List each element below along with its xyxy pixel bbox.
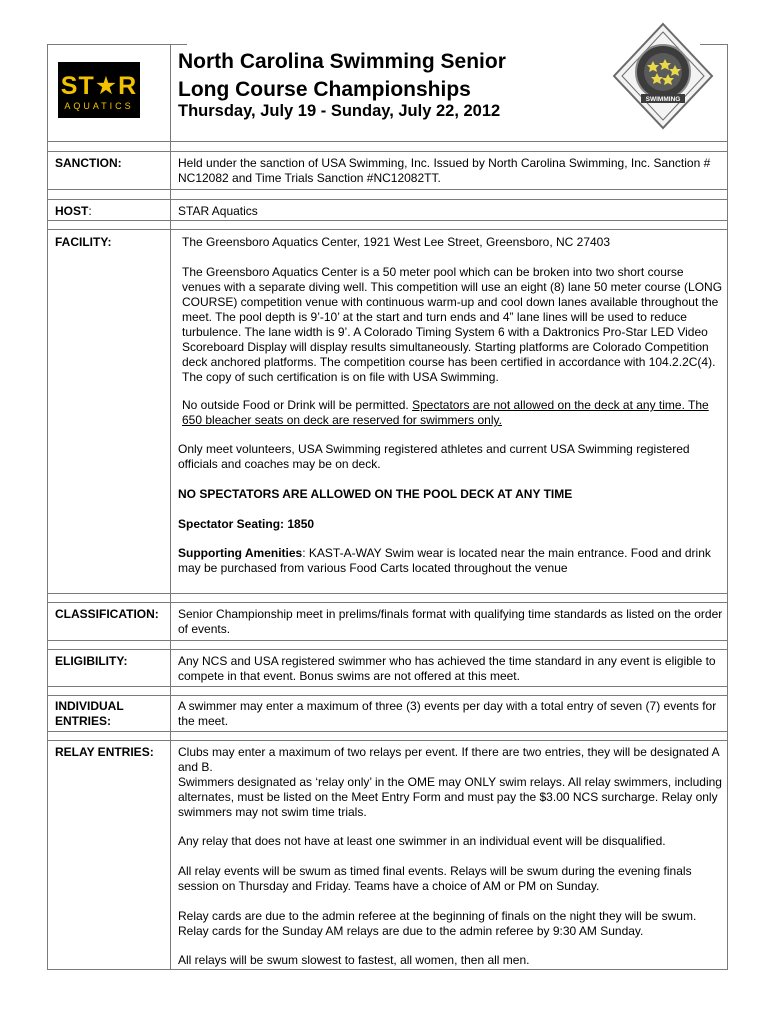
row-divider (47, 220, 728, 221)
host-label (55, 204, 92, 219)
host-text: STAR Aquatics (178, 204, 258, 218)
page-title (178, 48, 506, 104)
supporting-amenities (178, 546, 723, 576)
host-label-text: HOST (55, 204, 89, 218)
host-label-colon: : (88, 204, 92, 218)
star-aquatics-logo (58, 62, 140, 118)
food-policy-text: No outside Food or Drink will be permitted. (182, 398, 413, 412)
individual-entries-label-line-2: ENTRIES: (55, 714, 112, 728)
eligibility-text: Any NCS and USA registered swimmer who has achieved the time standard in any event is eligible to compete in that event. Bonus swims are not offered at this meet. (178, 654, 716, 683)
facility-label: FACILITY: (55, 235, 112, 249)
amenities-label: Supporting Amenities (178, 546, 303, 560)
row-divider (47, 740, 728, 741)
individual-entries-label-line-1: INDIVIDUAL (55, 699, 124, 713)
nc-swimming-badge-icon (612, 22, 714, 130)
row-divider (47, 199, 728, 200)
deck-access-text: Only meet volunteers, USA Swimming registered athletes and current USA Swimming registered officials and coaches may be on deck. (178, 442, 690, 471)
no-spectators-notice: NO SPECTATORS ARE ALLOWED ON THE POOL DECK AT ANY TIME (178, 487, 573, 501)
facility-description: The Greensboro Aquatics Center is a 50 meter pool which can be broken into two short course venues with a separate diving well. This competition will use an eight (8) lane 50 meter course (LONG COURSE) competition venue with continuous warm-up and cool down lanes available throughout the meet. The pool depth is 9’-10’ at the start and turn ends and 4” lane lines will be used to reduce turbulence. The lane width is 9’. A Colorado Timing System 6 with a Daktronics Pro-Star LED Video Scoreboard Display will display results simultaneously. Starting platforms are Colorado Competition deck anchored platforms. The competition course has been certified in accordance with 104.2.2C(4). The copy of such certification is on file with USA Swimming. (182, 265, 723, 384)
eligibility-label: ELIGIBILITY: (55, 654, 128, 668)
row-divider (47, 151, 728, 152)
row-divider (47, 602, 728, 603)
relay-entries-paragraph-3: Any relay that does not have at least one swimmer in an individual event will be disqualified. (178, 834, 666, 848)
facility-address: The Greensboro Aquatics Center, 1921 West Lee Street, Greensboro, NC 27403 (182, 235, 611, 249)
sanction-label: SANCTION: (55, 156, 122, 170)
spectator-deck-policy: Spectators are not allowed on the deck at any time. The 650 bleacher seats on deck are reserved for swimmers only. (182, 398, 709, 427)
meet-dates: Thursday, July 19 - Sunday, July 22, 2012 (178, 102, 501, 120)
sanction-text: Held under the sanction of USA Swimming, Inc. Issued by North Carolina Swimming, Inc. Sanction # NC12082 and Time Trials Sanction #NC12082TT. (178, 156, 711, 185)
relay-entries-paragraph-5: Relay cards are due to the admin referee at the beginning of finals on the night they will be swum. Relay cards for the Sunday AM relays are due to the admin referee by 9:30 AM Sunday. (178, 909, 697, 938)
table-border-left (47, 44, 48, 970)
classification-text: Senior Championship meet in prelims/finals format with qualifying time standards as listed on the order of events. (178, 607, 723, 636)
title-line-2: Long Course Championships (178, 78, 471, 101)
logo-wordmark: ST★R (60, 72, 138, 100)
row-divider (47, 141, 728, 142)
row-divider (47, 649, 728, 650)
relay-entries-paragraph-6: All relays will be swum slowest to fastest, all women, then all men. (178, 953, 530, 967)
facility-food-policy (182, 398, 723, 428)
table-border-right (727, 44, 728, 970)
row-divider (47, 229, 728, 230)
logo-tagline: AQUATICS (64, 101, 134, 111)
row-divider (47, 593, 728, 594)
amenities-text: : KAST-A-WAY Swim wear is located near the main entrance. Food and drink may be purchased from various Food Carts located throughout the venue (178, 546, 711, 575)
relay-entries-paragraph-2: Swimmers designated as ‘relay only’ in the OME may ONLY swim relays. All relay swimmers, including alternates, must be listed on the Meet Entry Form and must pay the $3.00 NCS surcharge. Relay only swimmers may not swim time trials. (178, 775, 722, 819)
relay-entries-paragraph-1: Clubs may enter a maximum of two relays per event. If there are two entries, they will be designated A and B. (178, 745, 719, 774)
table-border-bottom (47, 969, 728, 970)
table-border-top (47, 44, 187, 45)
row-divider (47, 189, 728, 190)
relay-entries-label: RELAY ENTRIES: (55, 745, 154, 759)
row-divider (47, 686, 728, 687)
title-line-1: North Carolina Swimming Senior (178, 50, 506, 73)
individual-entries-text: A swimmer may enter a maximum of three (3) events per day with a total entry of seven (7) events for the meet. (178, 699, 717, 728)
classification-label: CLASSIFICATION: (55, 607, 159, 621)
row-divider (47, 640, 728, 641)
relay-entries-paragraph-4: All relay events will be swum as timed final events. Relays will be swum during the evening finals session on Thursday and Friday. Teams have a choice of AM or PM on Sunday. (178, 864, 692, 893)
individual-entries-label (55, 699, 124, 729)
row-divider (47, 695, 728, 696)
spectator-seating: Spectator Seating: 1850 (178, 517, 315, 531)
row-divider (47, 731, 728, 732)
badge-caption: SWIMMING (645, 96, 681, 103)
table-column-divider (170, 44, 171, 970)
